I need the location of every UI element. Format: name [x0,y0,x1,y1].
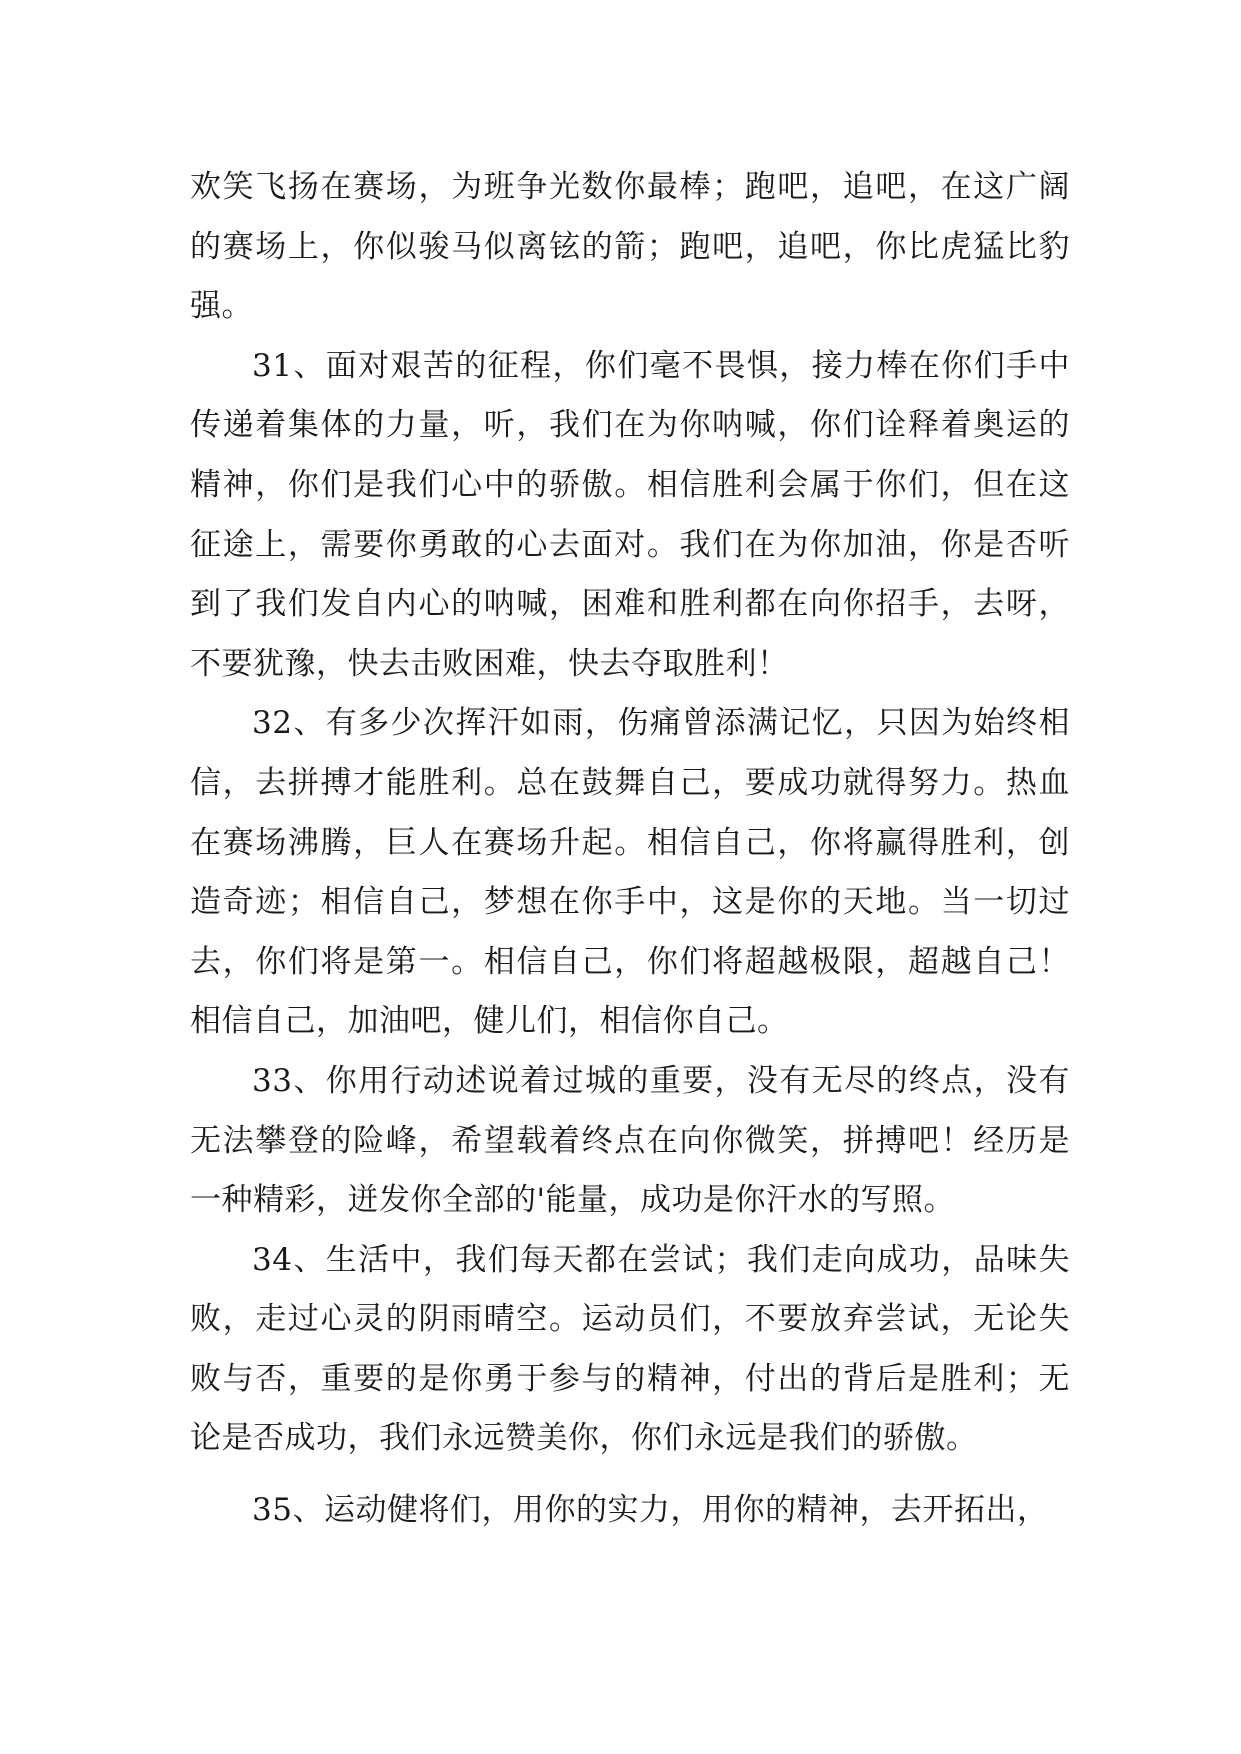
paragraph-31: 31、面对艰苦的征程，你们毫不畏惧，接力棒在你们手中传递着集体的力量，听，我们在为你呐喊，你们诠释着奥运的精神，你们是我们心中的骄傲。相信胜利会属于你们，但在这征途上，需要你勇敢的心去面对。我们在为你加油，你是否听到了我们发自内心的呐喊，困难和胜利都在向你招手，去呀，不要犹豫，快去击败困难，快去夺取胜利！ [190,347,1070,682]
document-body [190,158,1070,1541]
paragraph-35: 35、运动健将们，用你的实力，用你的精神，去开拓出， [252,1492,1049,1529]
paragraph-continuation: 欢笑飞扬在赛场，为班争光数你最棒；跑吧，追吧，在这广阔的赛场上，你似骏马似离铉的箭；跑吧，追吧，你比虎猛比豹强。 [190,169,1070,325]
paragraph-33: 33、你用行动述说着过城的重要，没有无尽的终点，没有无法攀登的险峰，希望载着终点在向你微笑，拼搏吧！经历是一种精彩，迸发你全部的'能量，成功是你汗水的写照。 [190,1062,1070,1219]
paragraph-32: 32、有多少次挥汗如雨，伤痛曾添满记忆，只因为始终相信，去拼搏才能胜利。总在鼓舞自己，要成功就得努力。热血在赛场沸腾，巨人在赛场升起。相信自己，你将赢得胜利，创造奇迹；相信自己，梦想在你手中，这是你的天地。当一切过去，你们将是第一。相信自己，你们将超越极限，超越自己！相信自己，加油吧，健儿们，相信你自己。 [190,705,1070,1040]
paragraph-34: 34、生活中，我们每天都在尝试；我们走向成功，品味失败，走过心灵的阴雨晴空。运动员们，不要放弃尝试，无论失败与否，重要的是你勇于参与的精神，付出的背后是胜利；无论是否成功，我们永远赞美你，你们永远是我们的骄傲。 [190,1241,1070,1457]
